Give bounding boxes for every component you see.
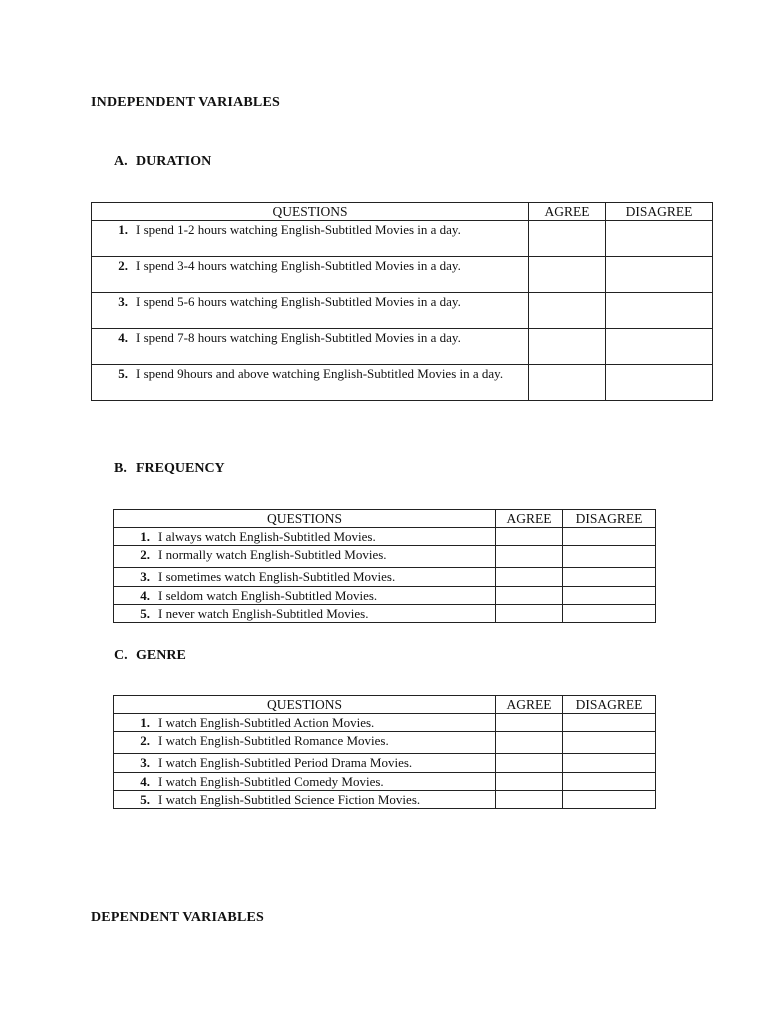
questions-header: QUESTIONS [114, 510, 496, 528]
disagree-cell[interactable] [563, 714, 656, 732]
questions-header: QUESTIONS [92, 203, 529, 221]
section-b-heading [114, 461, 225, 477]
questions-header: QUESTIONS [114, 696, 496, 714]
disagree-header: DISAGREE [563, 696, 656, 714]
disagree-cell[interactable] [563, 587, 656, 605]
table-row [114, 791, 656, 809]
question-text: I never watch English-Subtitled Movies. [158, 606, 369, 621]
agree-cell[interactable] [496, 714, 563, 732]
table-row [92, 221, 713, 257]
question-number: 3. [140, 755, 150, 770]
disagree-cell[interactable] [563, 754, 656, 773]
question-text: I watch English-Subtitled Romance Movies. [158, 733, 389, 748]
question-number: 2. [140, 733, 150, 748]
disagree-cell[interactable] [606, 221, 713, 257]
question-number: 2. [140, 547, 150, 562]
question-number: 3. [140, 569, 150, 584]
table-row [114, 528, 656, 546]
agree-cell[interactable] [496, 732, 563, 754]
disagree-cell[interactable] [563, 732, 656, 754]
question-number: 1. [118, 222, 128, 237]
question-text: I watch English-Subtitled Period Drama Movies. [158, 755, 413, 770]
agree-cell[interactable] [529, 365, 606, 401]
table-row [92, 257, 713, 293]
table-row [114, 568, 656, 587]
genre-table [113, 695, 656, 809]
section-a-title: DURATION [136, 154, 212, 169]
agree-header: AGREE [496, 510, 563, 528]
agree-cell[interactable] [496, 587, 563, 605]
table-row [114, 605, 656, 623]
question-number: 1. [140, 529, 150, 544]
question-text: I seldom watch English-Subtitled Movies. [158, 588, 378, 603]
question-text: I spend 5-6 hours watching English-Subtitled Movies in a day. [136, 294, 461, 309]
table-row [92, 365, 713, 401]
section-c-title: GENRE [136, 648, 186, 663]
disagree-cell[interactable] [563, 605, 656, 623]
disagree-cell[interactable] [606, 257, 713, 293]
section-b-letter: B. [114, 461, 127, 476]
agree-cell[interactable] [529, 293, 606, 329]
question-number: 4. [140, 774, 150, 789]
duration-table [91, 202, 713, 401]
agree-cell[interactable] [496, 568, 563, 587]
table-row [92, 293, 713, 329]
question-text: I normally watch English-Subtitled Movies. [158, 547, 387, 562]
disagree-cell[interactable] [563, 546, 656, 568]
table-row [114, 754, 656, 773]
table-row [114, 732, 656, 754]
agree-header: AGREE [496, 696, 563, 714]
table-row [114, 773, 656, 791]
question-text: I spend 7-8 hours watching English-Subtitled Movies in a day. [136, 330, 461, 345]
section-b-title: FREQUENCY [136, 461, 225, 476]
disagree-cell[interactable] [563, 791, 656, 809]
agree-cell[interactable] [529, 329, 606, 365]
table-row [114, 587, 656, 605]
question-text: I sometimes watch English-Subtitled Movies. [158, 569, 396, 584]
question-number: 5. [140, 606, 150, 621]
question-number: 2. [118, 258, 128, 273]
question-text: I always watch English-Subtitled Movies. [158, 529, 376, 544]
agree-cell[interactable] [496, 754, 563, 773]
agree-header: AGREE [529, 203, 606, 221]
question-text: I watch English-Subtitled Science Fiction Movies. [158, 792, 421, 807]
disagree-cell[interactable] [606, 293, 713, 329]
agree-cell[interactable] [496, 528, 563, 546]
question-text: I spend 9hours and above watching English-Subtitled Movies in a day. [136, 366, 504, 381]
question-text: I spend 1-2 hours watching English-Subtitled Movies in a day. [136, 222, 461, 237]
agree-cell[interactable] [529, 257, 606, 293]
section-c-heading [114, 648, 186, 664]
agree-cell[interactable] [496, 546, 563, 568]
table-row [114, 546, 656, 568]
question-text: I spend 3-4 hours watching English-Subtitled Movies in a day. [136, 258, 461, 273]
section-c-letter: C. [114, 648, 128, 663]
question-text: I watch English-Subtitled Comedy Movies. [158, 774, 384, 789]
question-number: 1. [140, 715, 150, 730]
table-row [92, 329, 713, 365]
question-number: 3. [118, 294, 128, 309]
question-number: 4. [118, 330, 128, 345]
disagree-cell[interactable] [606, 329, 713, 365]
section-a-letter: A. [114, 154, 128, 169]
disagree-cell[interactable] [563, 528, 656, 546]
disagree-header: DISAGREE [563, 510, 656, 528]
question-number: 4. [140, 588, 150, 603]
independent-variables-heading: INDEPENDENT VARIABLES [91, 95, 280, 110]
agree-cell[interactable] [496, 773, 563, 791]
disagree-cell[interactable] [606, 365, 713, 401]
agree-cell[interactable] [496, 605, 563, 623]
dependent-variables-heading: DEPENDENT VARIABLES [91, 910, 265, 925]
agree-cell[interactable] [529, 221, 606, 257]
question-number: 5. [140, 792, 150, 807]
agree-cell[interactable] [496, 791, 563, 809]
disagree-cell[interactable] [563, 568, 656, 587]
question-number: 5. [118, 366, 128, 381]
frequency-table [113, 509, 656, 623]
disagree-cell[interactable] [563, 773, 656, 791]
table-row [114, 714, 656, 732]
question-text: I watch English-Subtitled Action Movies. [158, 715, 375, 730]
disagree-header: DISAGREE [606, 203, 713, 221]
section-a-heading [114, 154, 211, 170]
